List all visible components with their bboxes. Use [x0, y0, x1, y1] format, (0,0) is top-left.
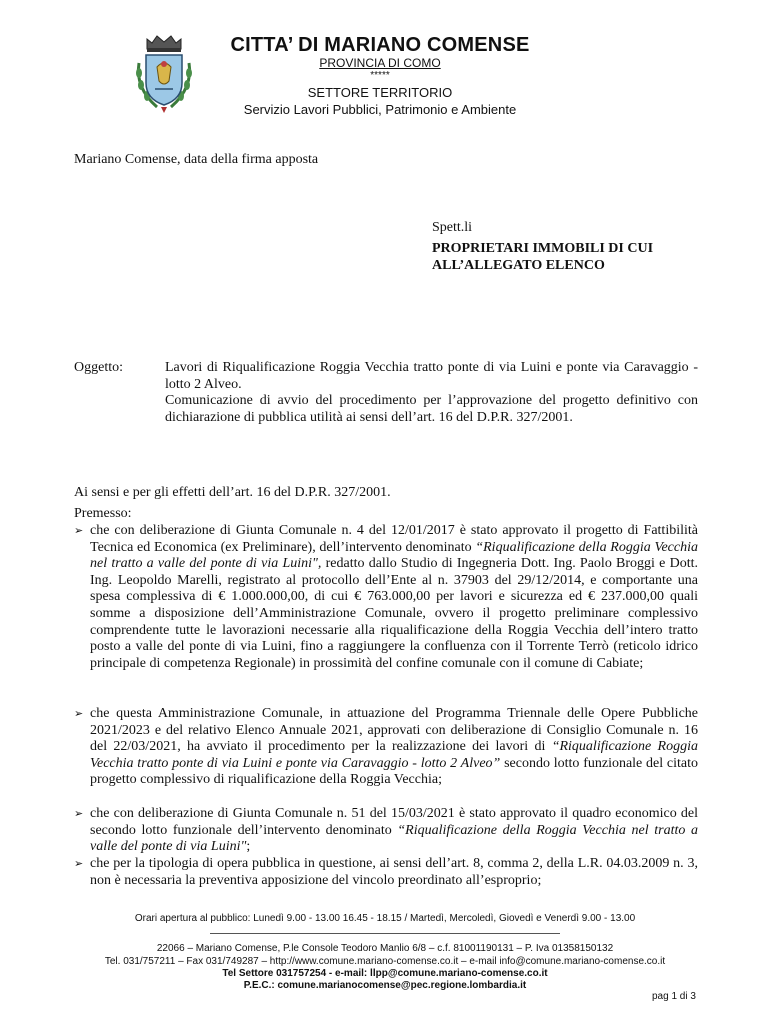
footer-divider	[210, 933, 560, 934]
list-item	[74, 523, 698, 672]
page-title: CITTA’ DI MARIANO COMENSE	[230, 34, 530, 56]
office-hours: Orari apertura al pubblico: Lunedì 9.00 - 13.00 16.45 - 18.15 / Martedì, Mercoledì, Giovedì e Venerdì 9.00 - 13.00	[134, 913, 636, 924]
arrow-bullet-icon: ➢	[74, 708, 84, 720]
footer-contacts: Tel. 031/757211 – Fax 031/749287 – http://www.comune.mariano-comense.co.it – e-mail info@comune.mariano-comense.co.it	[104, 956, 666, 967]
intro-sentence: Ai sensi e per gli effetti dell’art. 16 del D.P.R. 327/2001.	[74, 485, 391, 500]
service-name: Servizio Lavori Pubblici, Patrimonio e Ambiente	[243, 102, 517, 117]
bullet-text: che con deliberazione di Giunta Comunale n. 51 del 15/03/2021 è stato approvato il quadro economico del secondo lotto funzionale dell’intervento denominato	[90, 806, 698, 838]
footer-pec: P.E.C.: comune.marianocomense@pec.regione.lombardia.it	[243, 980, 527, 991]
bullet-text-tail: ;	[246, 839, 251, 855]
arrow-bullet-icon: ➢	[74, 858, 84, 870]
footer-address: 22066 – Mariano Comense, P.le Console Teodoro Manlio 6/8 – c.f. 81001190131 – P. Iva 01358150132	[156, 943, 614, 954]
subject-line-1: Lavori di Riqualificazione Roggia Vecchia tratto ponte di via Luini e ponte via Caravaggio - lotto 2 Alveo.	[165, 360, 698, 392]
recipient-salutation: Spett.li	[432, 220, 473, 235]
list-item	[74, 856, 698, 889]
bullet-italic: “Riqualificazione della Roggia Vecchia nel tratto a valle del ponte di via Luini"	[90, 822, 698, 855]
arrow-bullet-icon: ➢	[74, 808, 84, 820]
bullet-italic: “Riqualificazione Roggia Vecchia tratto ponte di via Luini e ponte via Caravaggio - lotto 2 Alveo”	[90, 739, 699, 771]
recipient-line-2: ALL’ALLEGATO ELENCO	[432, 258, 605, 273]
bullet-text: che questa Amministrazione Comunale, in attuazione del Programma Triennale delle Opere Pubbliche 2021/2023 e del relativo Elenco Annuale 2021, approvati con deliberazione di Consiglio Comunale n. 16 del 22/03/2021, ha avviato il procedimento per la realizzazione dei lavori di	[90, 706, 698, 755]
province-label: PROVINCIA DI COMO	[319, 56, 441, 70]
subject-line-2: Comunicazione di avvio del procedimento per l’approvazione del progetto definitivo con dichiarazione di pubblica utilità ai sensi dell’art. 16 del D.P.R. 327/2001.	[165, 393, 698, 425]
page-number: pag 1 di 3	[652, 991, 696, 1002]
bullet-text: che per la tipologia di opera pubblica in questione, ai sensi dell’art. 8, comma 2, della L.R. 04.03.2009 n. 3, non è necessaria la preventiva apposizione del vincolo preordinato all’esproprio;	[90, 856, 698, 888]
recipient-line-1: PROPRIETARI IMMOBILI DI CUI	[432, 241, 654, 256]
coat-of-arms-icon	[133, 33, 195, 115]
department-name: SETTORE TERRITORIO	[307, 85, 453, 100]
list-item	[74, 706, 698, 789]
separator-stars: *****	[370, 70, 390, 81]
arrow-bullet-icon: ➢	[74, 525, 84, 537]
bullet-italic: “Riqualificazione della Roggia Vecchia nel tratto a valle del ponte di via Luini",	[90, 539, 698, 572]
bullet-text-tail: redatto dallo Studio di Ingegneria Dott. Ing. Paolo Broggi e Dott. Ing. Leopoldo Marelli, registrato al protocollo dell’Ente al n. 37903 del 29/12/2014, e comportante una spesa complessiva di € 1.000.000,00, di cui € 763.000,00 per lavori e sicurezza ed € 237.000,00 quali somme a disposizione dell’Amministrazione Comunale, ovvero il progetto preliminare complessivo comprendente tutte le lavorazioni necessarie alla riqualificazione della Roggia Vecchia dell’intero tratto posto a valle del ponte di via Luini, fino a raggiungere la confluenza con il Torrente Terrò (reticolo idrico principale di competenza Regionale) in prossimità del confine comunale con il comune di Cabiate;	[90, 556, 698, 671]
place-date: Mariano Comense, data della firma apposta	[74, 152, 319, 167]
footer-settore-contact: Tel Settore 031757254 - e-mail: llpp@comune.mariano-comense.co.it	[222, 968, 548, 979]
bullet-text: che con deliberazione di Giunta Comunale n. 4 del 12/01/2017 è stato approvato il progetto di Fattibilità Tecnica ed Economica (ex Preliminare), dell’intervento denominato	[90, 523, 698, 555]
subject-text	[165, 360, 698, 426]
subject-label: Oggetto:	[74, 360, 123, 375]
premesso-heading: Premesso:	[74, 506, 132, 521]
list-item	[74, 806, 698, 856]
recipient-block	[432, 240, 692, 274]
bullet-text-tail: secondo lotto funzionale del citato progetto complessivo di riqualificazione della Roggia Vecchia;	[90, 755, 699, 788]
